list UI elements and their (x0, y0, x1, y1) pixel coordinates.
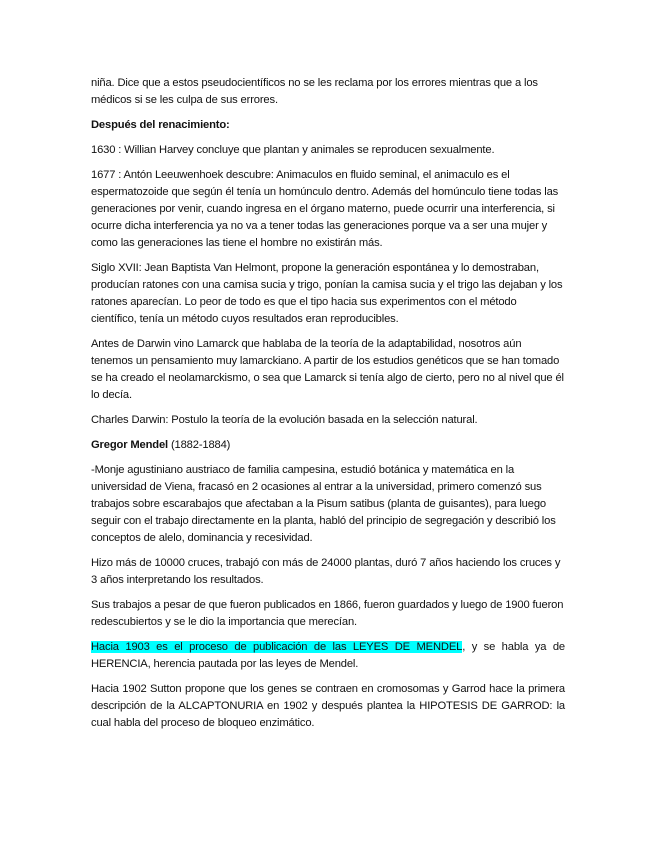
paragraph-monje: -Monje agustiniano austriaco de familia campesina, estudió botánica y matemática en la universidad de Viena, fracasó en 2 ocasiones al entrar a la universidad, primero comenzó sus trabajos sobre escarabajos que afectaban a la Pisum satibus (planta de guisantes), para luego seguir con el trabajo directamente en la planta, habló del principio de segregación y describió los conceptos de alelo, dominancia y recesividad. (91, 464, 556, 544)
mendel-name: Gregor Mendel (91, 439, 168, 451)
paragraph-lamarck: Antes de Darwin vino Lamarck que hablaba de la teoría de la adaptabilidad, nosotros aún tenemos un pensamiento muy lamarckiano. A partir de los estudios genéticos que se han tomado se ha creado el neolamarckismo, o sea que Lamarck si tenía algo de cierto, pero no al nivel que él lo decía. (91, 338, 564, 401)
paragraph-1902: Hacia 1902 Sutton propone que los genes se contraen en cromosomas y Garrod hace la primera descripción de la ALCAPTONURIA en 1902 y después plantea la HIPOTESIS DE GARROD: la cual habla del proceso de bloqueo enzimático. (91, 683, 565, 729)
paragraph-cruces: Hizo más de 10000 cruces, trabajó con más de 24000 plantas, duró 7 años haciendo los cruces y 3 años interpretando los resultados. (91, 557, 561, 586)
paragraph-siglo-xvii: Siglo XVII: Jean Baptista Van Helmont, propone la generación espontánea y lo demostraban, producían ratones con una camisa sucia y trigo, ponían la camisa sucia y el trigo las dejaban y los ratones aparecían. Lo peor de todo es que el tipo hacia sus experimentos con el método científico, tenía un método cuyos resultados eran reproducibles. (91, 262, 563, 325)
paragraph-1677: 1677 : Antón Leeuwenhoek descubre: Animaculos en fluido seminal, el animaculo es el espermatozoide que según él tenía un homúnculo dentro. Además del homúnculo tiene todas las generaciones por venir, cuando ingresa en el órgano materno, puede ocurrir una interferencia, si ocurre dicha interferencia ya no va a tener todas las generaciones porque va a ser una mujer y como las generaciones las tiene el hombre no existirán más. (91, 169, 559, 249)
heading-despues-renacimiento: Después del renacimiento: (91, 119, 230, 131)
paragraph-1630: 1630 : Willian Harvey concluye que plantan y animales se reproducen sexualmente. (91, 144, 495, 156)
heading-gregor-mendel (91, 437, 565, 454)
paragraph-1903-rest: , y se habla ya de HERENCIA, herencia pautada por las leyes de Mendel. (91, 641, 565, 670)
paragraph-publicados: Sus trabajos a pesar de que fueron publicados en 1866, fueron guardados y luego de 1900 fueron redescubiertos y se le dio la importancia que merecían. (91, 599, 564, 628)
mendel-years: (1882-1884) (168, 439, 231, 451)
highlighted-text: Hacia 1903 es el proceso de publicación de las LEYES DE MENDEL (91, 641, 463, 653)
paragraph-nina: niña. Dice que a estos pseudocientíficos no se les reclama por los errores mientras que a los médicos si se les culpa de sus errores. (91, 77, 538, 106)
paragraph-1903 (91, 639, 565, 673)
document-body (91, 75, 565, 740)
paragraph-darwin: Charles Darwin: Postulo la teoría de la evolución basada en la selección natural. (91, 414, 478, 426)
